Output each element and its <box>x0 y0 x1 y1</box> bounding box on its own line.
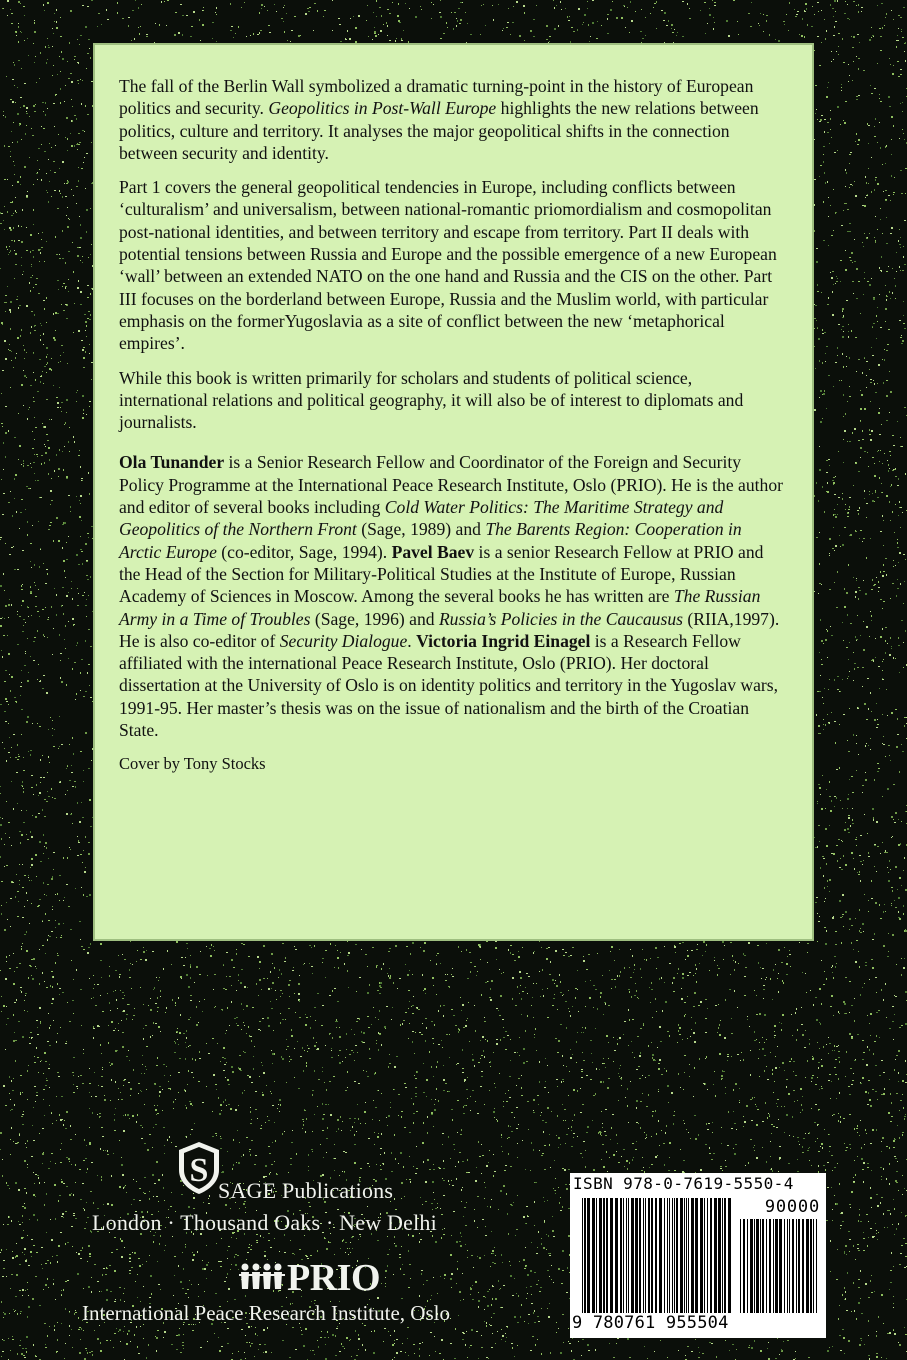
author-name: Ola Tunander <box>119 452 225 473</box>
barcode-main <box>582 1198 732 1313</box>
svg-text:S: S <box>189 1152 209 1189</box>
blurb-paragraph-2: Part 1 covers the general geopolitical tendencies in Europe, including conflicts between ‘culturalism’ and universalism, between national-romantic priomordialism and cosmopolitan post-national identities, and between territory and escape from territory. Part II deals with potential tensions between Russia and Europe and the possible emergence of a new European ‘wall’ between an extended NATO on the one hand and Russia and the CIS on the other. Part III focuses on the borderland between Europe, Russia and the Muslim world, with particular emphasis on the formerYugoslavia as a site of conflict between the new ‘metaphorical empires’. <box>119 177 777 354</box>
prio-name: PRIO <box>287 1257 380 1299</box>
blurb-paragraph-3: While this book is written primarily for scholars and students of political science, international relations and political geography, it will also be of interest to diplomats and journalists. <box>119 367 744 433</box>
cover-credit: Cover by Tony Stocks <box>119 754 266 774</box>
prio-people-icon <box>239 1262 285 1290</box>
author-bios: Ola Tunander is a Senior Research Fellow and Coordinator of the Foreign and Security Policy Programme at the International Peace Research Institute, Oslo (PRIO). He is the author and editor of several books including Cold Water Politics: The Maritime Strategy and Geopolitics of the Northern Front (Sage, 1989) and The Barents Region: Cooperation in Arctic Europe (co-editor, Sage, 1994). Pavel Baev is a senior Research Fellow at PRIO and the Head of the Section for Military-Political Studies at the Institute of Europe, Russian Academy of Sciences in Moscow. Among the several books he has written are The Russian Army in a Time of Troubles (Sage, 1996) and Russia’s Policies in the Caucausus (RIIA,1997). He is also co-editor of Security Dialogue. Victoria Ingrid Einagel is a Research Fellow affiliated with the international Peace Research Institute, Oslo (PRIO). Her doctoral dissertation at the University of Oslo is on identity politics and territory in the Yugoslav wars, 1991-95. Her master’s thesis was on the issue of nationalism and the birth of the Croatian State. <box>119 452 783 741</box>
ean-digits: 9 780761 955504 <box>572 1313 729 1333</box>
prio-full-name: International Peace Research Institute, Oslo <box>82 1301 450 1325</box>
isbn-number: ISBN 978-0-7619-5550-4 <box>573 1174 794 1193</box>
sage-logo-icon <box>175 1140 223 1196</box>
price-code: 90000 <box>764 1197 820 1217</box>
barcode-addon <box>740 1219 818 1313</box>
book-title: Geopolitics in Post-Wall Europe <box>268 98 497 119</box>
blurb-paragraph-1: The fall of the Berlin Wall symbolized a dramatic turning-point in the history of European politics and security. Geopolitics in Post-Wall Europe highlights the new relations between politics, culture and territory. It analyses the major geopolitical shifts in the connection between security and identity. <box>119 76 759 163</box>
author-name: Pavel Baev <box>391 541 475 562</box>
sage-publisher-name: SAGE Publications <box>218 1178 394 1203</box>
isbn-barcode <box>570 1173 826 1338</box>
blurb-panel <box>93 43 814 941</box>
publisher-block <box>82 1140 552 1340</box>
author-name: Victoria Ingrid Einagel <box>416 630 591 651</box>
publisher-cities: London · Thousand Oaks · New Delhi <box>92 1210 437 1235</box>
